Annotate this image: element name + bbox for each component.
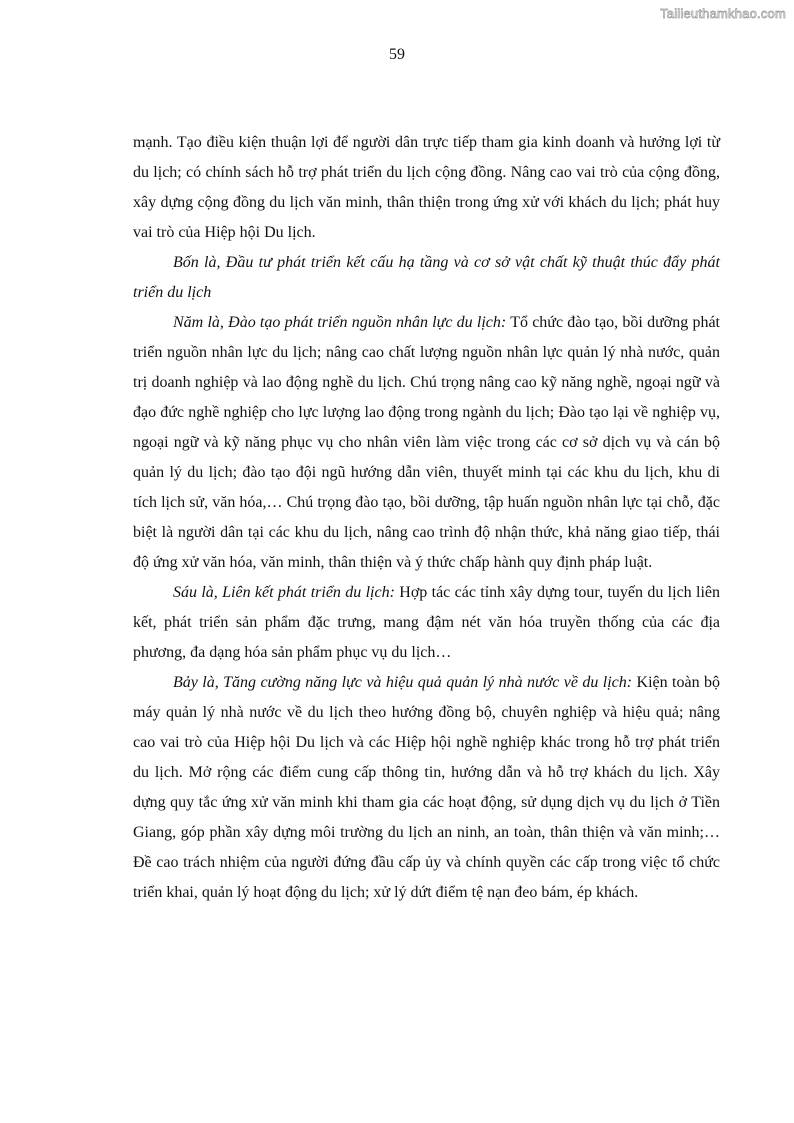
paragraph-heading: Sáu là, Liên kết phát triển du lịch: (173, 584, 395, 601)
paragraph-text: Kiện toàn bộ máy quản lý nhà nước về du lịch theo hướng đồng bộ, chuyên nghiệp và hiệu quả; nâng cao vai trò của Hiệp hội Du lịch và các Hiệp hội nghề nghiệp khác trong hỗ trợ phát triển du lịch. Mở rộng các điểm cung cấp thông tin, hướng dẫn và hỗ trợ khách du lịch. Xây dựng quy tắc ứng xử văn minh khi tham gia các hoạt động, sử dụng dịch vụ du lịch ở Tiền Giang, góp phần xây dựng môi trường du lịch an ninh, an toàn, thân thiện và văn minh;… Đề cao trách nhiệm của người đứng đầu cấp ủy và chính quyền các cấp trong việc tổ chức triển khai, quản lý hoạt động du lịch; xử lý dứt điểm tệ nạn đeo bám, ép khách. (133, 674, 720, 901)
paragraph-item-6 (133, 578, 720, 668)
paragraph-item-7 (133, 668, 720, 908)
watermark: Tailieuthamkhao.com (660, 6, 786, 21)
paragraph-text: Hợp tác các tỉnh xây dựng tour, tuyến du lịch liên kết, phát triển sản phẩm đặc trưng, mang đậm nét văn hóa truyền thống của các địa phương, đa dạng hóa sản phẩm phục vụ du lịch… (133, 584, 721, 661)
paragraph-heading: Bảy là, Tăng cường năng lực và hiệu quả quản lý nhà nước về du lịch: (173, 674, 633, 691)
paragraph-heading: Năm là, Đào tạo phát triển nguồn nhân lực du lịch: (173, 314, 507, 331)
body-text (133, 128, 720, 908)
paragraph-text: mạnh. Tạo điều kiện thuận lợi để người dân trực tiếp tham gia kinh doanh và hưởng lợi từ du lịch; có chính sách hỗ trợ phát triển du lịch cộng đồng. Nâng cao vai trò của cộng đồng, xây dựng cộng đồng du lịch văn minh, thân thiện trong ứng xử với khách du lịch; phát huy vai trò của Hiệp hội Du lịch. (133, 134, 720, 241)
paragraph-item-4 (133, 248, 720, 308)
paragraph-item-5 (133, 308, 720, 578)
page-number: 59 (389, 46, 405, 63)
paragraph-heading: Bốn là, Đầu tư phát triển kết cấu hạ tầng và cơ sở vật chất kỹ thuật thúc đẩy phát triển du lịch (133, 254, 720, 301)
paragraph-text: Tổ chức đào tạo, bồi dưỡng phát triển nguồn nhân lực du lịch; nâng cao chất lượng nguồn nhân lực quản lý nhà nước, quản trị doanh nghiệp và lao động nghề du lịch. Chú trọng nâng cao kỹ năng nghề, ngoại ngữ và đạo đức nghề nghiệp cho lực lượng lao động trong ngành du lịch; Đào tạo lại về nghiệp vụ, ngoại ngữ và kỹ năng phục vụ cho nhân viên làm việc trong các cơ sở dịch vụ và cán bộ quản lý du lịch; đào tạo đội ngũ hướng dẫn viên, thuyết minh tại các khu du lịch, khu di tích lịch sử, văn hóa,… Chú trọng đào tạo, bồi dưỡng, tập huấn nguồn nhân lực tại chỗ, đặc biệt là người dân tại các khu du lịch, nâng cao trình độ nhận thức, khả năng giao tiếp, thái độ ứng xử văn hóa, văn minh, thân thiện và ý thức chấp hành quy định pháp luật. (133, 314, 720, 571)
paragraph-continuation (133, 128, 720, 248)
